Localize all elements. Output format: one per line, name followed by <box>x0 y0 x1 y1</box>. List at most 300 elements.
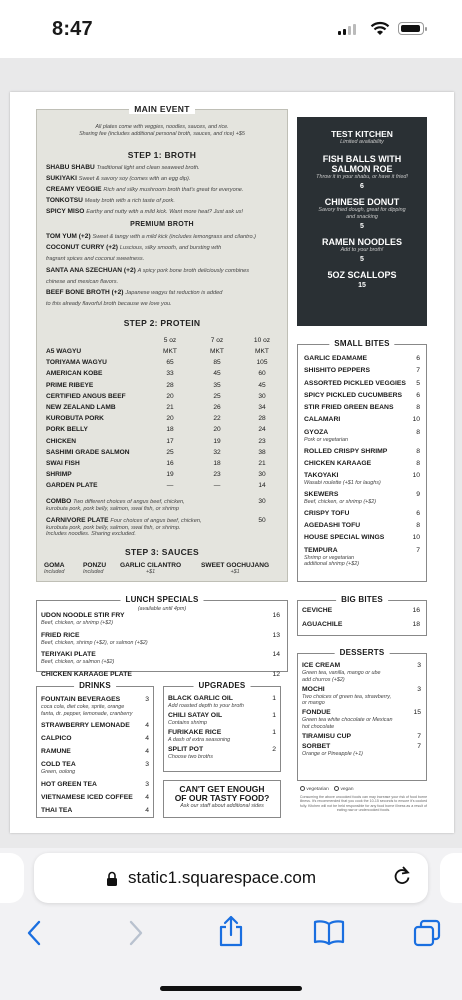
vegan-icon <box>334 786 339 791</box>
small-bite-name: STIR FRIED GREEN BEANS <box>304 404 394 412</box>
broth-name: CREAMY VEGGIE <box>46 186 102 193</box>
upgrade-item <box>168 746 276 761</box>
protein-price: 18 <box>213 460 221 467</box>
small-bite-price: 8 <box>416 404 420 412</box>
upgrade-note: Add roasted depth to your broth <box>168 703 244 709</box>
protein-price: 28 <box>166 381 174 389</box>
sauce-name: PONZU <box>83 562 107 569</box>
protein-price: 23 <box>213 471 221 479</box>
big-bites-list <box>302 607 420 629</box>
small-bite-item <box>304 380 420 388</box>
drink-price: 4 <box>145 794 149 802</box>
upgrade-note: Contains shrimp <box>168 719 207 726</box>
protein-price: MKT <box>210 348 224 355</box>
desserts-title: DESSERTS <box>335 648 390 657</box>
cant-get-enough-panel <box>163 780 281 818</box>
sauce-item <box>201 562 269 576</box>
small-bite-name: AGEDASHI TOFU <box>304 522 361 530</box>
drink-note: coca cola, diet coke, sprite, orange <box>41 704 125 710</box>
protein-name: TORIYAMA WAGYU <box>46 359 107 367</box>
upgrade-price: 1 <box>272 695 276 702</box>
share-icon[interactable] <box>217 914 245 948</box>
drink-name: STRAWBERRY LEMONADE <box>41 722 130 730</box>
small-bite-price: 9 <box>416 490 420 498</box>
lunch-item <box>41 632 280 647</box>
test-kitchen-item <box>297 154 427 190</box>
combo-desc: kurobuta pork, pork belly, salmon, swai fish, or shrimp <box>46 506 179 512</box>
test-kitchen-item-price: 15 <box>358 282 366 289</box>
next-tab-peek[interactable] <box>440 853 462 903</box>
dessert-note2: hot chocolate <box>302 723 335 730</box>
premium-broth-desc: A spicy pork bone broth deliciously combines <box>137 267 250 274</box>
combo-row: COMBO Two different choices of angus beef, chicken, <box>46 498 185 505</box>
protein-price: MKT <box>255 348 269 355</box>
big-bite-name: AGUACHILE <box>302 621 343 628</box>
upgrades-title: UPGRADES <box>194 681 251 690</box>
premium-broth-title: PREMIUM BROTH <box>130 221 194 228</box>
protein-name: CHICKEN <box>46 437 77 445</box>
small-bites-list <box>304 355 420 568</box>
lunch-desc: Beef, chicken, or salmon (+$2) <box>41 659 115 666</box>
drink-name: VIETNAMESE ICED COFFEE <box>41 794 133 802</box>
vegetarian-icon <box>300 786 305 791</box>
cant-get-enough-line1: CAN'T GET ENOUGH <box>179 784 265 794</box>
broth-item <box>46 208 243 216</box>
sauce-sub: Included <box>83 569 104 575</box>
protein-row <box>46 426 88 434</box>
lunch-desc: Beef, chicken, shrimp (+$2), or salmon (+$2) <box>41 639 148 646</box>
protein-price: 28 <box>258 415 266 423</box>
drink-item <box>41 807 149 815</box>
lunch-item <box>41 651 280 666</box>
lunch-specials-panel <box>36 595 288 679</box>
small-bite-item <box>304 429 420 444</box>
main-event-note: All plates come with veggies, noodles, sauces, and rice. <box>95 124 229 130</box>
lunch-name: FRIED RICE <box>41 631 80 639</box>
drinks-panel <box>36 681 154 818</box>
protein-price: 21 <box>258 460 266 467</box>
protein-row <box>46 449 130 457</box>
dessert-price: 3 <box>417 685 421 693</box>
small-bite-name: GYOZA <box>304 428 329 436</box>
test-kitchen-item-desc: Throw it in your shabu, or have it fried! <box>316 174 408 180</box>
protein-name: GARDEN PLATE <box>46 482 98 490</box>
premium-broth-desc: chinese and mexican flavors. <box>46 278 119 285</box>
small-bites-panel <box>297 339 427 582</box>
test-kitchen-title: TEST KITCHEN <box>331 129 393 139</box>
protein-price: — <box>166 482 174 490</box>
dessert-note2: add churros (+$2) <box>302 676 345 683</box>
lunch-price: 13 <box>272 631 280 639</box>
premium-broth-item <box>46 233 256 241</box>
small-bite-item <box>304 510 420 518</box>
protein-price: 19 <box>213 437 221 445</box>
dessert-price: 15 <box>413 709 421 717</box>
drink-name: THAI TEA <box>41 807 73 815</box>
lunch-name: CHICKEN KARAAGE PLATE <box>41 671 132 679</box>
upgrade-note: A dash of extra seasoning <box>168 736 231 743</box>
premium-broth-desc: to this already flavorful broth because we love you. <box>46 301 172 308</box>
dessert-name: TIRAMISU CUP <box>302 732 352 740</box>
small-bite-note: Wasabi roulette (+$1 for laughs) <box>304 480 381 487</box>
sauce-item <box>120 562 181 576</box>
protein-price: — <box>213 482 221 490</box>
drink-name: CALPICO <box>41 735 72 743</box>
dessert-price: 7 <box>417 743 421 751</box>
protein-price: 18 <box>166 426 174 434</box>
dessert-note: Green tea, vanilla, mango or ube <box>302 670 381 676</box>
url-text[interactable]: static1.squarespace.com <box>128 868 317 887</box>
broth-desc: Rich and silky mushroom broth that's great for everyone. <box>103 187 244 193</box>
desserts-panel <box>297 648 427 781</box>
small-bites-title: SMALL BITES <box>329 339 394 348</box>
drink-name: FOUNTAIN BEVERAGES <box>41 696 121 703</box>
test-kitchen-item <box>297 270 427 289</box>
protein-name: CERTIFIED ANGUS BEEF <box>46 392 126 400</box>
small-bite-price: 6 <box>416 509 420 517</box>
lunch-price: 14 <box>272 651 280 659</box>
drink-price: 3 <box>145 780 149 788</box>
dessert-item <box>302 686 421 707</box>
protein-price: 20 <box>213 426 221 434</box>
test-kitchen-item-name: CHINESE DONUT <box>324 197 400 207</box>
lock-icon <box>106 871 118 887</box>
broth-name: SPICY MISO <box>46 208 85 215</box>
small-bite-item <box>304 534 420 542</box>
upgrade-name: FURIKAKE RICE <box>168 728 222 736</box>
protein-price: 24 <box>258 426 266 434</box>
protein-row <box>46 471 72 479</box>
small-bite-price: 7 <box>416 367 420 375</box>
dessert-note: Orange or Pineapple (+1) <box>302 751 363 758</box>
test-kitchen-item-desc2: and snacking <box>346 214 378 220</box>
premium-broth-desc: Japanese wagyu fat reduction is added <box>125 290 223 296</box>
lunch-name: TERIYAKI PLATE <box>41 651 96 659</box>
broth-item <box>46 197 175 205</box>
broth-item <box>46 186 243 194</box>
protein-price: 25 <box>166 448 174 456</box>
small-bite-name: CRISPY TOFU <box>304 509 350 517</box>
back-icon[interactable] <box>24 918 46 948</box>
test-kitchen-item-price: 5 <box>360 223 364 230</box>
main-event-panel <box>36 104 288 582</box>
upgrade-item <box>168 729 276 744</box>
big-bite-price: 18 <box>412 621 420 628</box>
protein-row <box>46 370 102 378</box>
bookmarks-icon[interactable] <box>313 918 345 946</box>
protein-name: PORK BELLY <box>46 426 88 434</box>
upgrade-item <box>168 712 276 727</box>
protein-price: 20 <box>166 392 174 400</box>
dessert-note2: or mango <box>302 700 325 707</box>
small-bite-name: HOUSE SPECIAL WINGS <box>304 534 385 542</box>
protein-row <box>46 482 98 490</box>
test-kitchen-panel <box>297 117 427 326</box>
protein-price: 34 <box>258 404 266 411</box>
protein-price: 21 <box>166 404 174 411</box>
protein-price: 45 <box>213 370 221 378</box>
big-bite-item <box>302 607 420 615</box>
broth-desc: Sweet & savory soy (comes with an egg dip). <box>78 176 191 182</box>
small-bite-name: ASSORTED PICKLED VEGGIES <box>304 379 406 387</box>
premium-broth-name: COCONUT CURRY (+2) <box>46 244 118 252</box>
small-bite-price: 8 <box>416 428 420 436</box>
dessert-item <box>302 743 421 758</box>
small-bite-item <box>304 355 420 363</box>
dessert-note: Two choices of green tea, strawberry, <box>302 693 392 700</box>
small-bite-note2: additional shrimp (+$2) <box>304 561 359 568</box>
big-bite-item <box>302 621 420 629</box>
carnivore-row: CARNIVORE PLATE Four choices of angus beef, chicken, <box>46 517 202 524</box>
broth-name: TONKOTSU <box>46 197 83 204</box>
small-bite-price: 10 <box>412 472 420 480</box>
step3-title: STEP 3: SAUCES <box>125 547 199 557</box>
drink-item <box>41 794 149 802</box>
premium-broth-name: TOM YUM (+2) <box>46 233 91 240</box>
protein-name: SASHIMI GRADE SALMON <box>46 448 130 456</box>
forward-icon[interactable] <box>124 918 146 948</box>
drink-name: RAMUNE <box>41 748 71 756</box>
main-event-title: MAIN EVENT <box>129 104 194 114</box>
desserts-list <box>302 662 421 758</box>
drink-price: 3 <box>145 761 149 769</box>
premium-broth-desc: fragrant spices and coconut sweetness. <box>46 256 145 263</box>
previous-tab-peek[interactable] <box>0 853 24 903</box>
sauce-name: SWEET GOCHUJANG <box>201 562 270 569</box>
premium-broth-name: SANTA ANA SZECHUAN (+2) <box>46 266 136 274</box>
small-bite-item <box>304 460 420 468</box>
small-bite-price: 10 <box>412 416 420 424</box>
protein-price: 19 <box>166 471 174 479</box>
protein-price: 85 <box>213 359 221 367</box>
main-event-sharing-note: Sharing fee (includes additional personal broth, sauces, and rice) +$5 <box>79 131 245 137</box>
lunch-desc: Beef, chicken, or shrimp (+$2) <box>41 620 114 626</box>
big-bite-name: CEVICHE <box>302 607 333 614</box>
carnivore-price: 50 <box>258 517 266 524</box>
dessert-name: MOCHI <box>302 685 325 693</box>
drink-item <box>41 722 149 730</box>
premium-broth-item <box>46 278 118 286</box>
protein-price: 16 <box>166 460 174 467</box>
carnivore-desc: kurobuta pork, pork belly, salmon, swai fish, or shrimp. <box>46 525 181 531</box>
test-kitchen-item-name2: SALMON ROE <box>331 164 393 174</box>
protein-price: 105 <box>256 359 268 367</box>
protein-price: 22 <box>213 415 221 423</box>
carnivore-note: Includes noodles. Sharing excluded. <box>46 531 136 537</box>
broth-desc: Earthy and nutty with a mild kick. Want more heat? Just ask us! <box>86 209 244 215</box>
dessert-item <box>302 733 421 741</box>
drink-item <box>41 748 149 756</box>
broth-desc: Meaty broth with a rich taste of pork. <box>84 198 175 204</box>
upgrade-name: CHILI SATAY OIL <box>168 711 223 719</box>
protein-price: 23 <box>258 437 266 445</box>
home-indicator <box>160 986 302 991</box>
protein-price: 20 <box>166 415 174 423</box>
lunch-price: 16 <box>272 612 280 619</box>
sauce-sub: Included <box>44 569 65 575</box>
broth-desc: Traditional light and clean seaweed broth. <box>96 165 200 171</box>
sauce-sub: +$1 <box>230 569 240 575</box>
premium-broth-item <box>46 244 221 252</box>
upgrades-panel <box>163 681 281 772</box>
small-bite-name: SPICY PICKLED CUCUMBERS <box>304 391 403 399</box>
lunch-specials-sub: (available until 4pm) <box>137 606 187 612</box>
small-bite-note: Shrimp or vegetarian <box>304 554 355 561</box>
size-header-5oz: 5 oz <box>163 337 177 344</box>
upgrade-note: Choose two broths <box>168 753 213 760</box>
reload-icon[interactable] <box>392 865 412 887</box>
protein-price: 14 <box>258 482 266 490</box>
lunch-item <box>41 612 280 627</box>
test-kitchen-item-price: 6 <box>360 183 364 190</box>
small-bite-name: TEMPURA <box>304 546 338 554</box>
lunch-item <box>41 671 280 679</box>
protein-price: 33 <box>166 370 174 378</box>
sauce-item <box>83 562 106 576</box>
legend-vegetarian: vegetarian <box>306 786 329 792</box>
test-kitchen-list <box>297 154 427 289</box>
protein-price: MKT <box>163 348 177 355</box>
protein-price: 35 <box>213 381 221 389</box>
tabs-icon[interactable] <box>412 918 442 948</box>
protein-price: 32 <box>213 448 221 456</box>
premium-broth-item <box>46 255 144 263</box>
test-kitchen-sub: Limited availability <box>340 139 384 145</box>
small-bite-item <box>304 522 420 530</box>
upgrade-price: 1 <box>272 728 276 736</box>
protein-price: 38 <box>258 448 266 456</box>
drink-item <box>41 761 149 776</box>
protein-row <box>46 415 104 423</box>
battery-icon <box>398 22 424 35</box>
wifi-icon <box>370 21 390 36</box>
dessert-name: FONDUE <box>302 709 331 717</box>
size-header-10oz: 10 oz <box>253 337 271 344</box>
small-bite-name: ROLLED CRISPY SHRIMP <box>304 447 388 455</box>
size-header-7oz: 7 oz <box>210 337 224 344</box>
drink-note2: fanta, dr. pepper, lemonade, cranberry <box>41 710 133 717</box>
protein-price: 60 <box>258 370 266 378</box>
broth-item <box>46 175 190 183</box>
dessert-price: 3 <box>417 662 421 669</box>
small-bite-price: 8 <box>416 459 420 467</box>
broth-name: SHABU SHABU <box>46 164 95 171</box>
test-kitchen-item <box>297 197 427 230</box>
small-bite-item <box>304 491 420 506</box>
small-bite-item <box>304 472 420 487</box>
premium-broth-name: BEEF BONE BROTH (+2) <box>46 289 124 296</box>
status-bar <box>0 0 462 58</box>
protein-row <box>46 460 80 468</box>
protein-price: 45 <box>258 381 266 389</box>
drink-item <box>41 781 149 789</box>
test-kitchen-item-price: 5 <box>360 256 364 263</box>
small-bite-price: 6 <box>416 355 420 362</box>
lunch-name: UDON NOODLE STIR FRY <box>41 612 125 619</box>
dessert-note: Green tea white chocolate or Mexican <box>302 717 393 724</box>
small-bite-price: 5 <box>416 379 420 387</box>
drinks-title: DRINKS <box>74 681 116 690</box>
drink-note: Green, oolong <box>41 769 76 776</box>
protein-name: NEW ZEALAND LAMB <box>46 404 116 411</box>
small-bite-price: 6 <box>416 391 420 399</box>
small-bite-item <box>304 367 420 375</box>
small-bite-note: Pork or vegetarian <box>304 436 349 443</box>
sauce-sub: +$1 <box>146 569 156 575</box>
protein-row <box>46 348 81 356</box>
small-bite-name: CALAMARI <box>304 416 341 424</box>
test-kitchen-item-desc: Add to your broth! <box>340 247 384 253</box>
drinks-list <box>41 696 149 815</box>
big-bite-price: 16 <box>412 607 420 614</box>
protein-name: KUROBUTA PORK <box>46 415 104 423</box>
sauce-item <box>44 562 65 576</box>
protein-price: 30 <box>258 471 266 479</box>
disclaimer: Consuming the above uncooked foods can may increase your risk of food borne illness. It's recommended that you cook the 10-15 seconds to ensure it's cooked fully. Kitchen will not be held responsible for any food borne illness as a result of eating raw or undercooked foods. <box>299 795 428 812</box>
sauce-name: GOMA <box>44 562 65 569</box>
upgrade-name: BLACK GARLIC OIL <box>168 695 233 702</box>
protein-price: 17 <box>166 437 174 445</box>
drink-price: 4 <box>145 748 149 756</box>
broth-item <box>46 164 200 172</box>
protein-row <box>46 438 76 446</box>
small-bite-name: SHISHITO PEPPERS <box>304 367 370 375</box>
big-bites-panel <box>297 595 427 636</box>
small-bite-name: SKEWERS <box>304 490 339 498</box>
small-bite-name: TAKOYAKI <box>304 472 339 480</box>
upgrade-price: 1 <box>272 711 276 719</box>
test-kitchen-item-name: FISH BALLS WITH <box>322 154 402 164</box>
premium-broth-item <box>46 267 249 275</box>
broth-name: SUKIYAKI <box>46 175 77 182</box>
protein-price: 30 <box>258 392 266 400</box>
protein-name: AMERICAN KOBE <box>46 370 103 378</box>
drink-price: 4 <box>145 722 149 730</box>
cant-get-enough-sub: Ask our staff about additional sides <box>180 803 264 809</box>
small-bite-price: 8 <box>416 522 420 530</box>
small-bite-item <box>304 448 420 456</box>
sauce-name: GARLIC CILANTRO <box>120 562 182 569</box>
test-kitchen-item-name: 5OZ SCALLOPS <box>327 270 397 280</box>
protein-row <box>46 393 126 401</box>
protein-row <box>46 359 107 367</box>
drink-name: HOT GREEN TEA <box>41 780 97 788</box>
dessert-item <box>302 709 421 730</box>
cellular-signal-icon <box>338 24 356 35</box>
small-bite-price: 7 <box>416 546 420 554</box>
small-bite-name: CHICKEN KARAAGE <box>304 459 372 467</box>
premium-broth-item <box>46 300 172 308</box>
small-bite-item <box>304 416 420 424</box>
drink-name: COLD TEA <box>41 761 76 769</box>
lunch-price: 12 <box>272 671 280 679</box>
dessert-name: ICE CREAM <box>302 662 341 669</box>
premium-broth-desc: Luscious, silky smooth, and bursting with <box>119 245 222 252</box>
drink-price: 4 <box>145 807 149 815</box>
small-bite-item <box>304 547 420 568</box>
dessert-item <box>302 662 421 683</box>
combo-price: 30 <box>258 498 266 505</box>
step1-title: STEP 1: BROTH <box>127 150 197 160</box>
protein-row <box>46 404 116 412</box>
protein-name: SHRIMP <box>46 471 72 479</box>
protein-name: A5 WAGYU <box>46 348 82 355</box>
drink-price: 3 <box>145 696 149 703</box>
small-bite-price: 10 <box>412 534 420 542</box>
upgrade-name: SPLIT POT <box>168 745 204 753</box>
small-bite-price: 8 <box>416 447 420 455</box>
protein-name: SWAI FISH <box>46 460 80 467</box>
